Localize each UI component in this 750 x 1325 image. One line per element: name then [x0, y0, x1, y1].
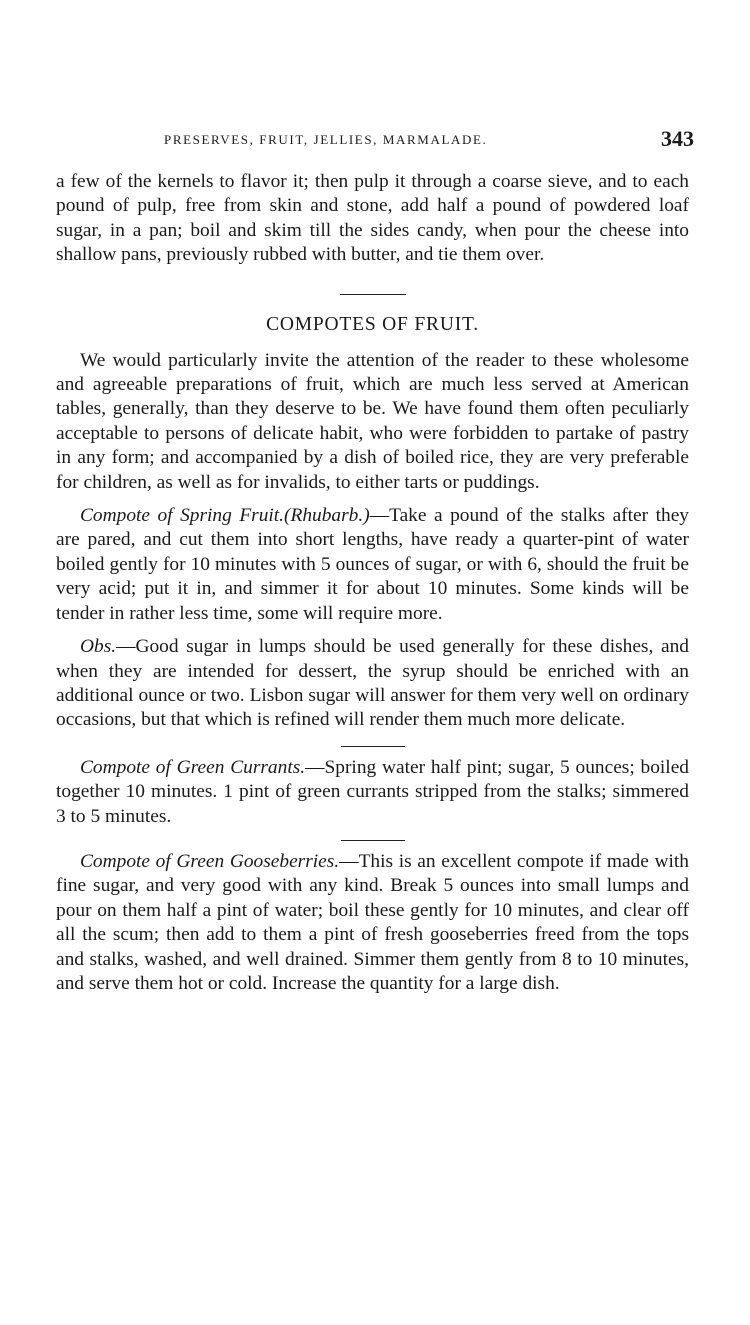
compotes-intro-paragraph: We would particularly invite the attention of the reader to these wholesome and agreeable preparations of fruit, which are much less served at American tables, generally, than they deserve to be. We have found them often peculiarly acceptable to persons of delicate habit, who were forbidden to partake of pastry in any form; and accompanied by a dish of boiled rice, they are very preferable for children, as well as for invalids, to either tarts or puddings. [56, 349, 689, 493]
recipe-title: Compote of Green Currants. [80, 756, 306, 778]
obs-body: —Good sugar in lumps should be used generally for these dishes, and when they are intended for dessert, the syrup should be enriched with an additional ounce or two. Lisbon sugar will answer for them very well on ordinary occasions, but that which is refined will render them much more delicate. [56, 636, 689, 731]
recipe-title: Compote of Spring Fruit. [80, 505, 285, 527]
recipe-title: Compote of Green Gooseberries. [80, 850, 340, 872]
recipe-body: —Take a pound of the stalks after they are pared, and cut them into short lengths, have ready a quarter-pint of water boiled gently for 10 minutes with 5 ounces of sugar, or with 6, should the fruit be very acid; put it in, and simmer it for about 10 minutes. Some kinds will be tender in rather less time, some will require more. [56, 505, 689, 624]
obs-note [56, 635, 689, 733]
section-divider [341, 746, 405, 747]
spring-fruit-recipe [56, 504, 689, 626]
obs-label: Obs. [80, 636, 117, 658]
page-body [56, 170, 689, 996]
section-heading: COMPOTES OF FRUIT. [266, 313, 479, 335]
recipe-body: —This is an excellent compote if made with fine sugar, and very good with any kind. Break 5 ounces into small lumps and pour on them half a pint of water; boil these gently for 10 minutes, and clear off all the scum; then add to them a pint of fresh gooseberries freed from the tops and stalks, washed, and well drained. Simmer them gently from 8 to 10 minutes, and serve them hot or cold. Increase the quantity for a large dish. [56, 850, 689, 994]
running-head [56, 126, 694, 154]
recipe-body: —Spring water half pint; sugar, 5 ounces; boiled together 10 minutes. 1 pint of green currants stripped from the stalks; simmered 3 to 5 minutes. [56, 756, 689, 827]
page-number: 343 [661, 126, 694, 151]
recipe-subtitle: (Rhubarb.) [284, 505, 370, 527]
green-currants-recipe [56, 756, 689, 829]
running-title: PRESERVES, FRUIT, JELLIES, MARMALADE. [164, 132, 488, 147]
green-gooseberries-recipe [56, 850, 689, 996]
section-divider [340, 294, 406, 295]
section-divider [341, 840, 405, 841]
continued-paragraph: a few of the kernels to flavor it; then pulp it through a coarse sieve, and to each pound of pulp, free from skin and stone, add half a pound of powdered loaf sugar, in a pan; boil and skim till the sides candy, when pour the cheese into shallow pans, previously rubbed with butter, and tie them over. [56, 171, 689, 266]
